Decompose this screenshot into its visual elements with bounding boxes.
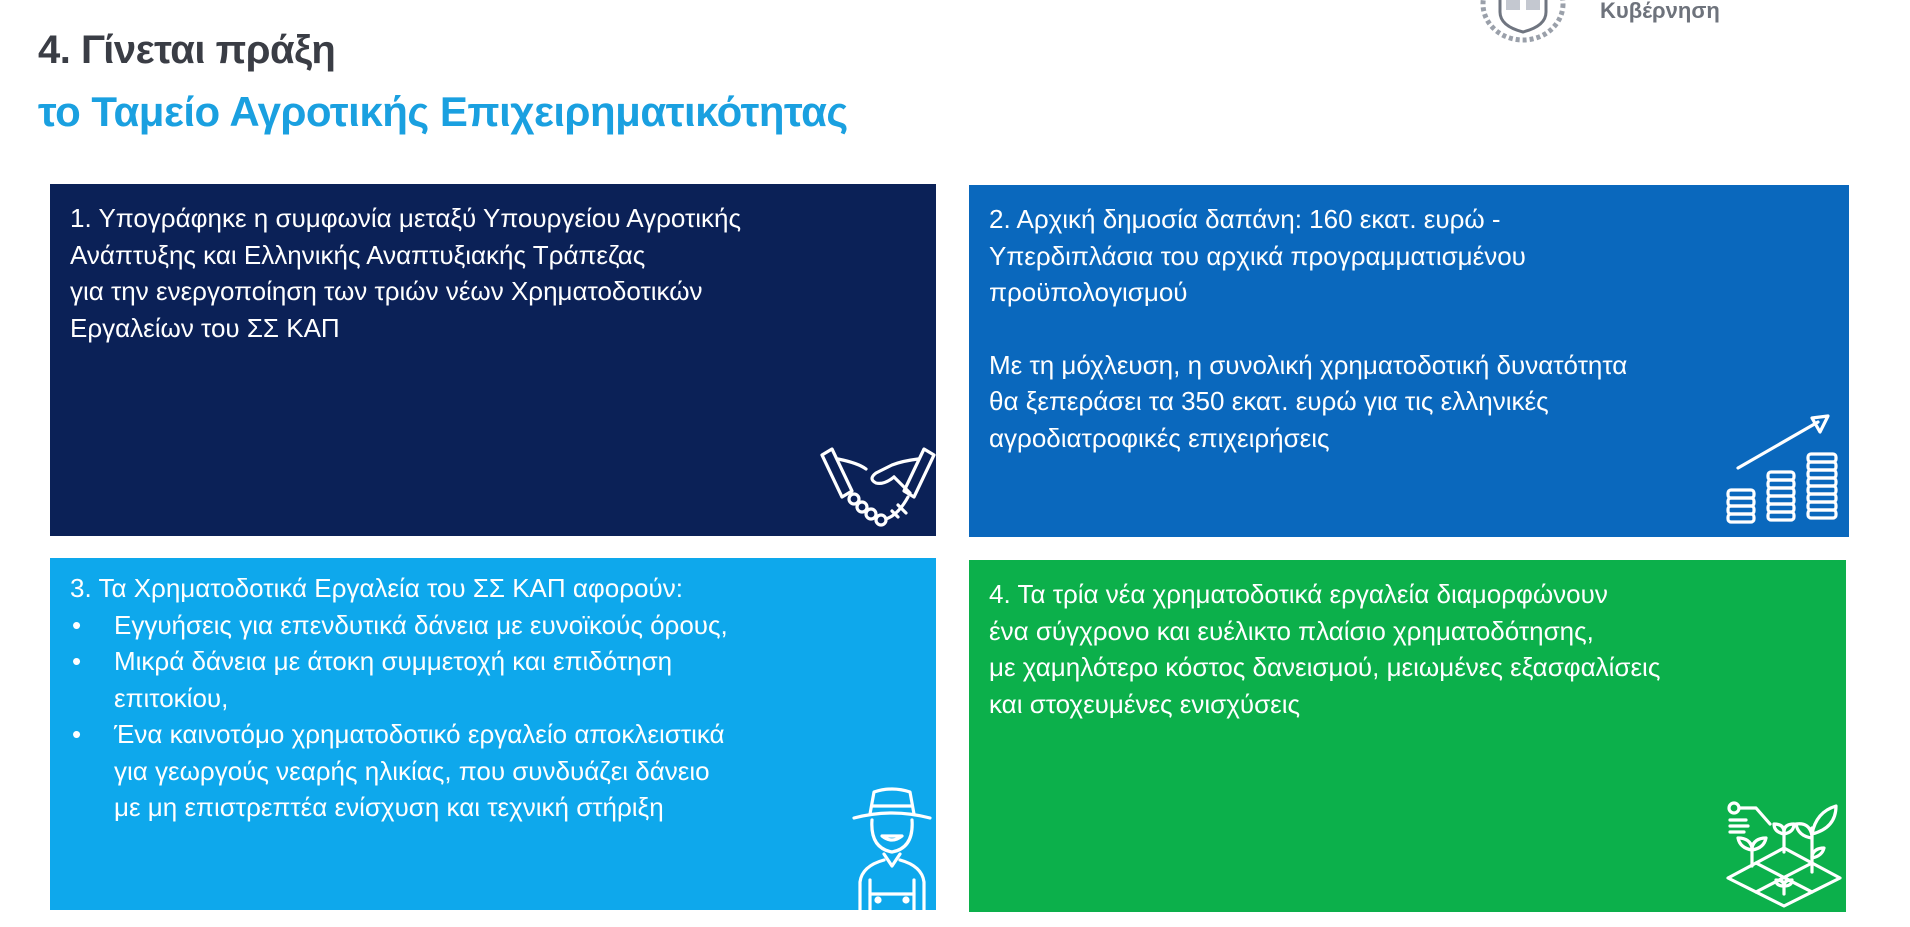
list-item-line: Εγγυήσεις για επενδυτικά δάνεια με ευνοϊκούς όρους, [114,609,728,640]
box-text-line: θα ξεπεράσει τα 350 εκατ. ευρώ για τις ελληνικές [989,386,1549,416]
box-text-line: Εργαλείων του ΣΣ ΚΑΠ [70,312,340,343]
list-item [70,716,916,826]
list-item-line: για γεωργούς νεαρής ηλικίας, που συνδυάζει δάνειο [114,755,710,786]
page-subtitle: το Ταμείο Αγροτικής Επιχειρηματικότητας [38,88,848,135]
info-box-agreement [50,184,936,536]
government-logo-text: Κυβέρνηση [1600,0,1720,23]
info-box-budget [969,185,1849,537]
list-item [70,607,916,644]
list-item-line: επιτοκίου, [114,682,229,713]
handshake-icon [818,443,938,529]
box-text-line: Με τη μόχλευση, η συνολική χρηματοδοτική δυνατότητα [989,349,1628,380]
coat-of-arms-icon [1478,0,1568,44]
box-text-line: αγροδιατροφικές επιχειρήσεις [989,422,1330,453]
farmer-icon [852,786,932,914]
box-text-line: για την ενεργοποίηση των τριών νέων Χρηματοδοτικών [70,276,703,306]
list-item-line: Ένα καινοτόμο χρηματοδοτικό εργαλείο αποκλειστικά [114,719,725,749]
box-text-line: με χαμηλότερο κόστος δανεισμού, μειωμένες εξασφαλίσεις [989,652,1661,682]
box-heading: 3. Τα Χρηματοδοτικά Εργαλεία του ΣΣ ΚΑΠ αφορούν: [70,573,683,603]
page-title: 4. Γίνεται πράξη [38,28,336,72]
list-item-line: με μη επιστρεπτέα ενίσχυση και τεχνική στήριξη [114,792,664,822]
info-box-financial-tools [50,558,936,910]
box-text-line: 2. Αρχική δημοσία δαπάνη: 160 εκατ. ευρώ - [989,204,1501,234]
box-text-line: Ανάπτυξης και Ελληνικής Αναπτυξιακής Τράπεζας [70,239,646,270]
smart-farming-icon [1726,798,1844,910]
info-box-framework [969,560,1846,912]
box-text-line: ένα σύγχρονο και ευέλικτο πλαίσιο χρηματοδότησης, [989,615,1594,646]
box-text-line: προϋπολογισμού [989,277,1188,307]
box-text-line: 4. Τα τρία νέα χρηματοδοτικά εργαλεία διαμορφώνουν [989,579,1608,609]
list-item [70,643,916,716]
tools-list [70,607,916,826]
box-text-line: Υπερδιπλάσια του αρχικά προγραμματισμένου [989,240,1526,271]
growth-coins-chart-icon [1724,412,1844,530]
box-text-line: 1. Υπογράφηκε η συμφωνία μεταξύ Υπουργείου Αγροτικής [70,203,742,233]
list-item-line: Μικρά δάνεια με άτοκη συμμετοχή και επιδότηση [114,646,673,676]
box-text-line: και στοχευμένες ενισχύσεις [989,688,1301,719]
